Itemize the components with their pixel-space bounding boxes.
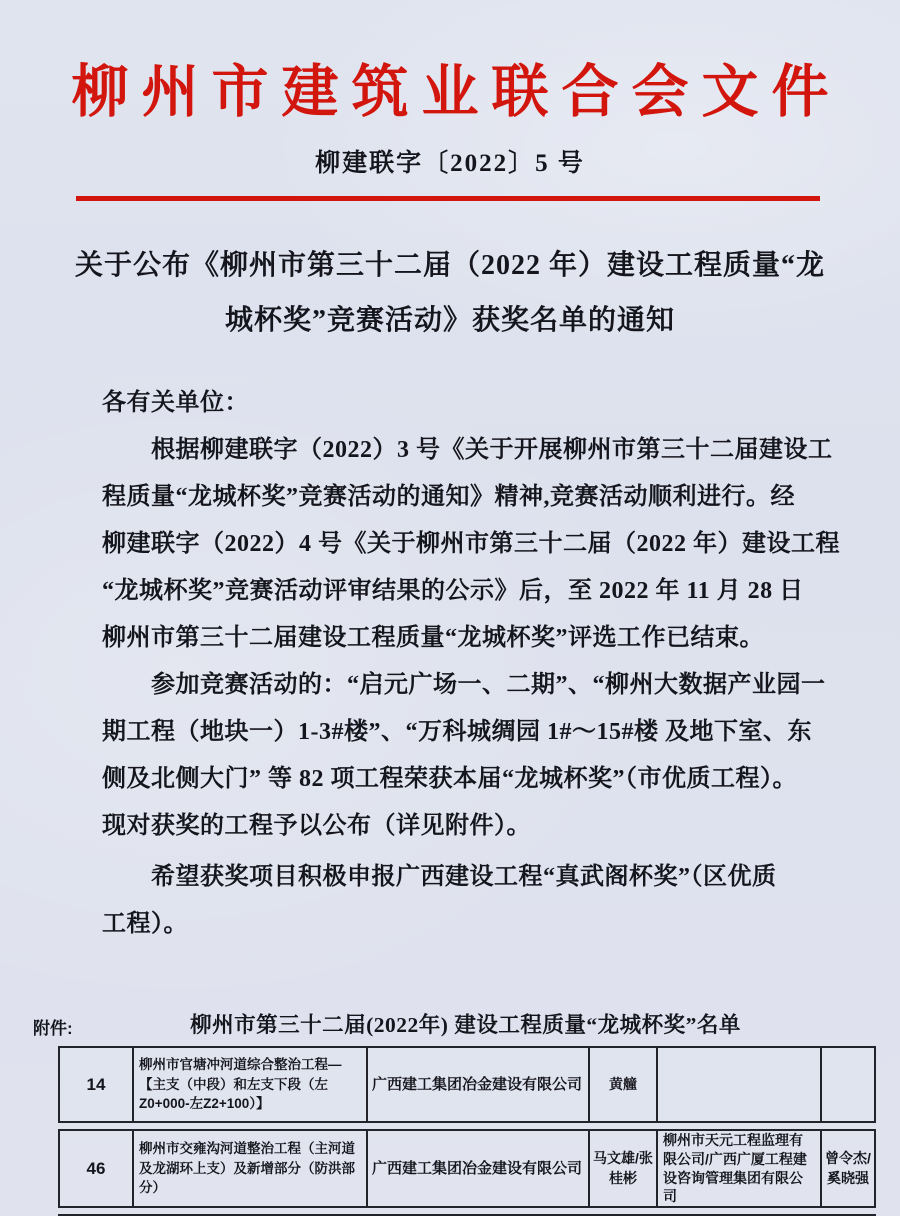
cell-construction-company — [368, 1048, 590, 1121]
cell-project-name — [134, 1131, 368, 1206]
document-title-line1: 关于公布《柳州市第三十二届（2022 年）建设工程质量“龙 — [74, 250, 825, 281]
body-line: “龙城杯奖”竞赛活动评审结果的公示》后，至 2022 年 11 月 28 日 — [102, 578, 804, 604]
body-line: 柳州市第三十二届建设工程质量“龙城杯奖”评选工作已结束。 — [102, 625, 764, 651]
body-line: 各有关单位： — [102, 390, 249, 416]
cell-supervision-company — [658, 1048, 822, 1121]
attachment-label: 附件: — [33, 1019, 73, 1038]
cell-construction-company — [368, 1131, 590, 1206]
document-header-title: 柳州市建筑业联合会文件 — [71, 61, 842, 124]
construction-company-text: 广西建工集团冶金建设有限公司 — [372, 1075, 583, 1093]
document-title — [70, 238, 830, 348]
attachment-header — [33, 1008, 878, 1038]
cell-number: 46 — [60, 1131, 134, 1206]
project-manager-text: 马文雄/张桂彬 — [593, 1149, 653, 1186]
body-line: 柳建联字（2022）4 号《关于柳州市第三十二届（2022 年）建设工程 — [102, 531, 840, 557]
cell-project-manager — [590, 1048, 658, 1121]
document-title-line2: 城杯奖”竞赛活动》获奖名单的通知 — [224, 305, 675, 336]
cell-number: 14 — [60, 1048, 134, 1121]
project-name-text: 柳州市交雍沟河道整治工程（主河道及龙湖环上支）及新增部分（防洪部分） — [139, 1141, 355, 1196]
body-line: 现对获奖的工程予以公布（详见附件）。 — [102, 813, 531, 839]
body-line: 希望获奖项目积极申报广西建设工程“真武阁杯奖”（区优质 — [102, 864, 777, 890]
body-line: 程质量“龙城杯奖”竞赛活动的通知》精神,竞赛活动顺利进行。经 — [102, 484, 795, 510]
project-manager-text: 黄艟 — [609, 1075, 637, 1092]
table-row — [58, 1046, 876, 1123]
project-name-text: 柳州市官塘冲河道综合整治工程—【主支（中段）和左支下段（左Z0+000-左Z2+100）】 — [139, 1057, 342, 1112]
document-number: 柳建联字〔2022〕5 号 — [315, 150, 585, 177]
cell-supervision-company — [658, 1131, 822, 1206]
construction-company-text: 广西建工集团冶金建设有限公司 — [372, 1159, 583, 1177]
cell-supervisor — [822, 1048, 874, 1121]
cell-supervisor — [822, 1131, 874, 1206]
body-line: 参加竞赛活动的：“启元广场一、二期”、“柳州大数据产业园一 — [102, 672, 826, 698]
cell-project-name — [134, 1048, 368, 1121]
supervisor-text: 曾令杰/奚晓强 — [825, 1149, 871, 1186]
body-line: 根据柳建联字（2022）3 号《关于开展柳州市第三十二届建设工 — [102, 437, 833, 463]
red-separator-line — [76, 196, 820, 201]
cell-project-manager — [590, 1131, 658, 1206]
body-line: 侧及北侧大门” 等 82 项工程荣获本届“龙城杯奖”（市优质工程）。 — [102, 766, 797, 792]
attachment-heading: 柳州市第三十二届(2022年) 建设工程质量“龙城杯奖”名单 — [190, 1013, 741, 1037]
body-line: 工程）。 — [102, 911, 188, 937]
supervision-company-text: 柳州市天元工程监理有限公司/广西广厦工程建设咨询管理集团有限公司 — [663, 1131, 807, 1205]
body-line: 期工程（地块一）1-3#楼”、“万科城绸园 1#～15#楼 及地下室、东 — [102, 719, 812, 745]
document-body — [102, 380, 840, 948]
table-row — [58, 1129, 876, 1208]
